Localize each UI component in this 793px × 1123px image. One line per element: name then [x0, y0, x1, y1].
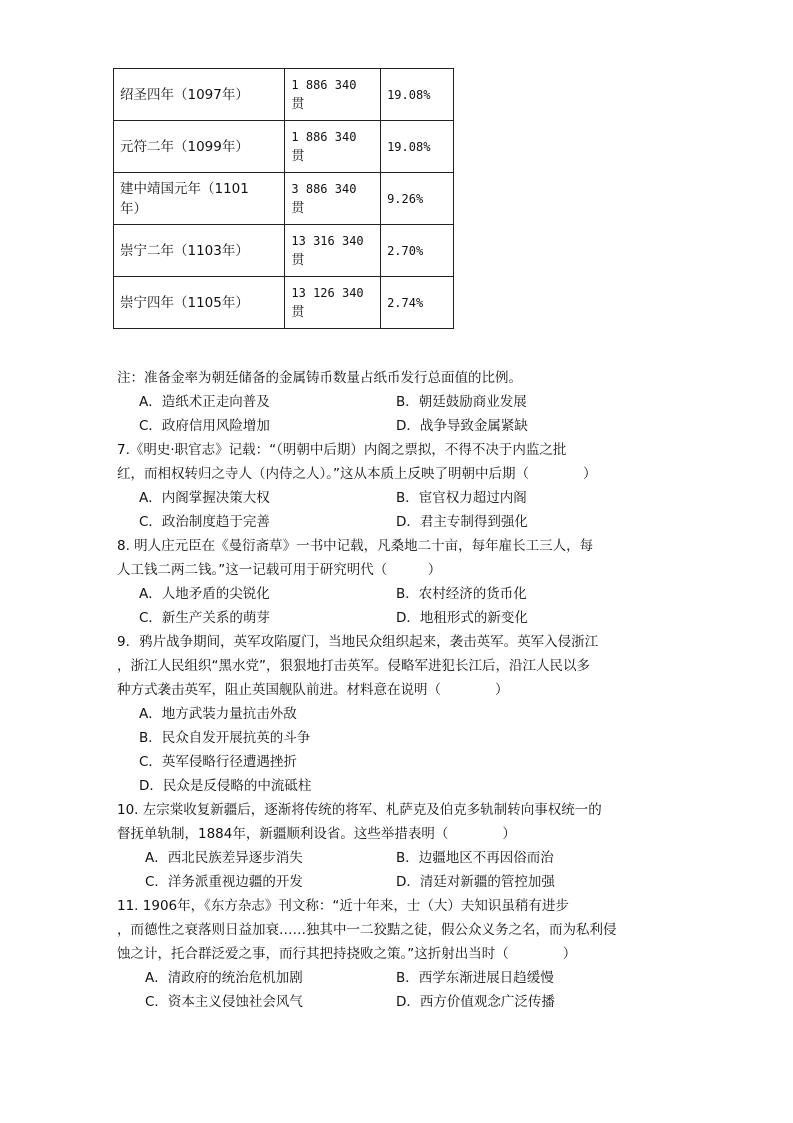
q11-stem-line1: 11. 1906年，《东方杂志》刊文称：“近十年来，士（大）夫知识虽稍有进步	[117, 898, 569, 914]
amount-unit: 贯	[291, 304, 305, 320]
q11-option-c: C．资本主义侵蚀社会风气	[145, 994, 303, 1010]
amount-value: 1 886 340	[291, 129, 357, 144]
amount-unit: 贯	[291, 148, 305, 164]
q9-option-a: A．地方武装力量抗击外敌	[139, 706, 297, 722]
year-text: 绍圣四年（1097年）	[120, 86, 249, 103]
year-cell	[114, 121, 285, 173]
year-cell	[114, 69, 285, 121]
year-cell	[114, 225, 285, 277]
q9-stem-line3: 种方式袭击英军，阻止英国舰队前进。材料意在说明（ ）	[117, 682, 509, 698]
table-row	[114, 69, 454, 121]
amount-cell	[285, 121, 381, 173]
rate-cell: 2.70%	[381, 225, 454, 277]
q10-option-a: A．西北民族差异逐步消失	[145, 850, 303, 866]
amount-value: 3 886 340	[291, 181, 357, 196]
year-text-cont: 年）	[120, 200, 147, 217]
amount-unit: 贯	[291, 96, 305, 112]
q10-stem-line2: 督抚单轨制，1884年，新疆顺利设省。这些举措表明（ ）	[117, 826, 516, 842]
q8-stem-line2: 人工钱二两二钱。”这一记载可用于研究明代（ ）	[117, 562, 442, 578]
amount-value: 13 316 340	[291, 233, 364, 248]
amount-unit: 贯	[291, 200, 305, 216]
q10-option-b: B．边疆地区不再因俗而治	[396, 850, 554, 866]
q10-option-c: C．洋务派重视边疆的开发	[145, 874, 303, 890]
reserve-rate-table	[113, 68, 454, 329]
q8-option-a: A．人地矛盾的尖锐化	[139, 586, 270, 602]
table-row	[114, 121, 454, 173]
year-cell	[114, 277, 285, 329]
q8-option-c: C．新生产关系的萌芽	[139, 610, 270, 626]
table-row	[114, 173, 454, 225]
amount-value: 13 126 340	[291, 285, 364, 300]
q11-option-b: B．西学东渐进展日趋缓慢	[396, 970, 554, 986]
rate-cell: 19.08%	[381, 69, 454, 121]
q9-option-c: C．英军侵略行径遭遇挫折	[139, 754, 297, 770]
q11-stem-line3: 蚀之计，托合群泛爱之事，而行其把持挠败之策。”这折射出当时（ ）	[117, 946, 577, 962]
amount-cell	[285, 225, 381, 277]
q7-option-a: A．内阁掌握决策大权	[139, 490, 270, 506]
q7-option-c: C．政治制度趋于完善	[139, 514, 270, 530]
year-text: 崇宁四年（1105年）	[120, 294, 249, 311]
q10-stem-line1: 10. 左宗棠收复新疆后，逐渐将传统的将军、札萨克及伯克多轨制转向事权统一的	[117, 802, 602, 818]
q8-stem-line1: 8. 明人庄元臣在《曼衍斋草》一书中记载，凡桑地二十亩，每年雇长工三人，每	[117, 538, 594, 554]
q7-stem-line2: 红，而相权转归之寺人（内侍之人）。”这从本质上反映了明朝中后期（ ）	[117, 466, 597, 482]
rate-cell: 19.08%	[381, 121, 454, 173]
q7-stem-line1: 7.《明史·职官志》记载：“（明朝中后期）内阁之票拟，不得不决于内监之批	[117, 442, 567, 458]
table-row	[114, 225, 454, 277]
amount-cell	[285, 69, 381, 121]
q9-stem-line1: 9．鸦片战争期间，英军攻陷厦门，当地民众组织起来，袭击英军。英军入侵浙江	[117, 634, 599, 650]
year-text: 建中靖国元年（1101	[120, 180, 249, 197]
q9-option-b: B．民众自发开展抗英的斗争	[139, 730, 311, 746]
amount-unit: 贯	[291, 252, 305, 268]
year-text: 元符二年（1099年）	[120, 138, 249, 155]
q11-option-a: A．清政府的统治危机加剧	[145, 970, 303, 986]
amount-value: 1 886 340	[291, 77, 357, 92]
table-row	[114, 277, 454, 329]
q8-option-b: B．农村经济的货币化	[396, 586, 527, 602]
amount-cell	[285, 173, 381, 225]
q11-stem-line2: ，而德性之衰落则日益加衰……独其中一二狡黠之徒，假公众义务之名，而为私利侵	[117, 922, 617, 938]
q7-option-d: D．君主专制得到强化	[396, 514, 528, 530]
q10-option-d: D．清廷对新疆的管控加强	[396, 874, 555, 890]
q6-option-d: D．战争导致金属紧缺	[396, 418, 528, 434]
year-cell	[114, 173, 285, 225]
q6-option-a: A．造纸术正走向普及	[139, 394, 270, 410]
q9-option-d: D．民众是反侵略的中流砥柱	[139, 778, 312, 794]
amount-cell	[285, 277, 381, 329]
rate-cell: 2.74%	[381, 277, 454, 329]
q8-option-d: D．地租形式的新变化	[396, 610, 528, 626]
q6-option-b: B．朝廷鼓励商业发展	[396, 394, 527, 410]
table-note: 注：准备金率为朝廷储备的金属铸币数量占纸币发行总面值的比例。	[117, 370, 522, 386]
q7-option-b: B．宦官权力超过内阁	[396, 490, 527, 506]
q11-option-d: D．西方价值观念广泛传播	[396, 994, 555, 1010]
q6-option-c: C．政府信用风险增加	[139, 418, 270, 434]
rate-cell: 9.26%	[381, 173, 454, 225]
q9-stem-line2: ，浙江人民组织“黑水党”，狠狠地打击英军。侵略军进犯长江后，沿江人民以多	[117, 658, 590, 674]
year-text: 崇宁二年（1103年）	[120, 242, 249, 259]
